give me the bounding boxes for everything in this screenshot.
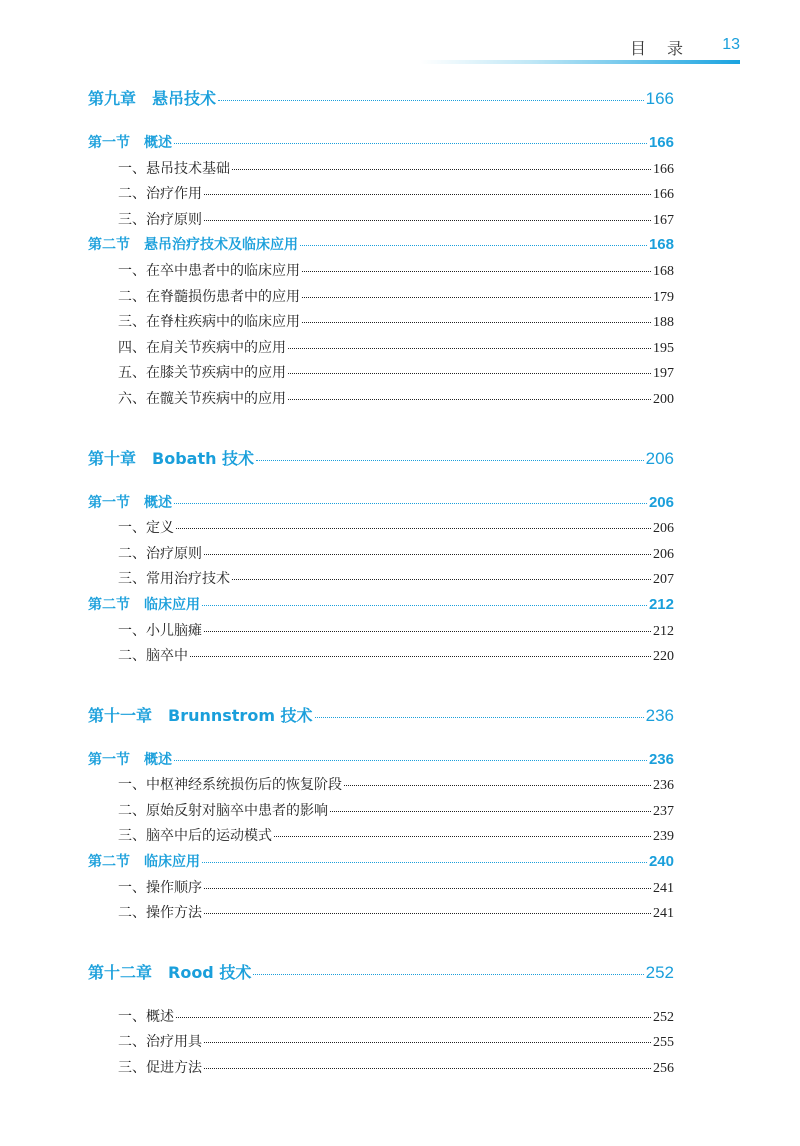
dot-leader — [202, 862, 647, 863]
toc-item[interactable] — [88, 800, 674, 826]
toc-chapter-page: 252 — [645, 962, 674, 982]
chapter-spacer — [88, 928, 674, 960]
toc-chapter-title: 第十二章 Rood 技术 — [88, 962, 252, 982]
page-header — [0, 36, 740, 58]
toc-item[interactable] — [88, 902, 674, 928]
dot-leader — [202, 605, 647, 606]
header-accent-bar — [420, 60, 740, 64]
dot-leader — [204, 554, 651, 555]
toc-item-title: 一、中枢神经系统损伤后的恢复阶段 — [118, 777, 342, 794]
toc-item-page: 197 — [653, 366, 674, 382]
toc-section[interactable] — [88, 132, 674, 158]
toc-item-title: 五、在膝关节疾病中的应用 — [118, 365, 286, 382]
toc-item[interactable] — [88, 337, 674, 363]
toc-section-page: 236 — [648, 750, 674, 768]
header-page-number: 13 — [722, 36, 740, 53]
chapter-gap — [88, 986, 674, 1006]
toc-item-title: 一、小儿脑瘫 — [118, 622, 202, 639]
toc-section-page: 240 — [648, 853, 674, 871]
toc-item-title: 二、原始反射对脑卒中患者的影响 — [118, 802, 328, 819]
toc-item-title: 六、在髋关节疾病中的应用 — [118, 390, 286, 407]
toc-item-page: 206 — [653, 546, 674, 562]
dot-leader — [204, 1042, 651, 1043]
dot-leader — [344, 785, 651, 786]
toc-section-title: 第一节 概述 — [88, 135, 172, 151]
toc-item-title: 一、概述 — [118, 1008, 174, 1025]
toc-item-title: 二、在脊髓损伤患者中的应用 — [118, 288, 300, 305]
toc-item[interactable] — [88, 311, 674, 337]
header-title — [630, 36, 684, 59]
dot-leader — [190, 656, 651, 657]
toc-chapter[interactable] — [88, 960, 674, 986]
chapter-spacer — [88, 671, 674, 703]
toc-chapter-title: 第十章 Bobath 技术 — [88, 448, 255, 468]
dot-leader — [232, 169, 651, 170]
toc-item[interactable] — [88, 286, 674, 312]
dot-leader — [288, 373, 651, 374]
dot-leader — [204, 220, 651, 221]
dot-leader — [302, 322, 651, 323]
toc-item-title: 四、在肩关节疾病中的应用 — [118, 339, 286, 356]
toc-item[interactable] — [88, 568, 674, 594]
dot-leader — [315, 717, 644, 718]
toc-item-page: 167 — [653, 212, 674, 228]
toc-item-title: 三、在脊柱疾病中的临床应用 — [118, 314, 300, 331]
toc-chapter-title: 第十一章 Brunnstrom 技术 — [88, 705, 313, 725]
toc-section[interactable] — [88, 594, 674, 620]
toc-item-page: 256 — [653, 1061, 674, 1077]
toc-item-page: 255 — [653, 1035, 674, 1051]
dot-leader — [204, 913, 651, 914]
toc-item-title: 三、促进方法 — [118, 1060, 202, 1077]
toc-chapter-page: 206 — [645, 448, 674, 468]
toc-chapter-page: 166 — [645, 89, 674, 108]
dot-leader — [174, 503, 647, 504]
toc-item[interactable] — [88, 620, 674, 646]
toc-item-page: 195 — [653, 340, 674, 356]
toc-section-page: 166 — [648, 134, 674, 151]
toc-item[interactable] — [88, 543, 674, 569]
header-title-char-2: 录 — [666, 39, 684, 58]
toc-item-page: 252 — [653, 1009, 674, 1025]
toc-item-title: 二、治疗作用 — [118, 186, 202, 203]
toc-item-page: 241 — [653, 906, 674, 922]
chapter-gap — [88, 112, 674, 132]
dot-leader — [218, 100, 644, 101]
dot-leader — [253, 974, 643, 975]
toc-item-page: 188 — [653, 315, 674, 331]
toc-item-title: 三、常用治疗技术 — [118, 571, 230, 588]
toc-item[interactable] — [88, 825, 674, 851]
dot-leader — [288, 348, 651, 349]
toc-section-title: 第二节 临床应用 — [88, 854, 200, 871]
toc-item-page: 206 — [653, 521, 674, 537]
toc-chapter[interactable] — [88, 86, 674, 112]
toc-item[interactable] — [88, 158, 674, 184]
toc-item[interactable] — [88, 645, 674, 671]
dot-leader — [174, 143, 647, 144]
toc-chapter[interactable] — [88, 703, 674, 729]
toc-section-page: 206 — [648, 493, 674, 511]
dot-leader — [288, 399, 651, 400]
dot-leader — [232, 579, 651, 580]
toc-item[interactable] — [88, 260, 674, 286]
chapter-gap — [88, 729, 674, 749]
toc-item-title: 一、悬吊技术基础 — [118, 160, 230, 177]
table-of-contents — [88, 86, 674, 1083]
toc-item-page: 237 — [653, 803, 674, 819]
toc-item[interactable] — [88, 774, 674, 800]
toc-section-page: 168 — [648, 236, 674, 254]
dot-leader — [204, 631, 651, 632]
toc-item-title: 二、治疗原则 — [118, 545, 202, 562]
header-title-char-1: 目 — [629, 39, 647, 58]
toc-item[interactable] — [88, 183, 674, 209]
dot-leader — [330, 811, 651, 812]
toc-item[interactable] — [88, 1057, 674, 1083]
toc-section[interactable] — [88, 749, 674, 775]
toc-item-page: 168 — [653, 263, 674, 279]
toc-item[interactable] — [88, 517, 674, 543]
toc-item-title: 一、在卒中患者中的临床应用 — [118, 262, 300, 279]
toc-item-page: 236 — [653, 778, 674, 794]
chapter-spacer — [88, 414, 674, 446]
toc-section[interactable] — [88, 492, 674, 518]
dot-leader — [204, 1068, 651, 1069]
toc-item-title: 二、脑卒中 — [118, 648, 188, 665]
toc-item-title: 三、治疗原则 — [118, 211, 202, 228]
toc-item-page: 207 — [653, 572, 674, 588]
toc-item-title: 一、定义 — [118, 520, 174, 537]
dot-leader — [256, 460, 644, 461]
toc-chapter-title: 第九章 悬吊技术 — [88, 89, 217, 108]
toc-item-title: 二、操作方法 — [118, 905, 202, 922]
chapter-gap — [88, 472, 674, 492]
toc-item[interactable] — [88, 362, 674, 388]
toc-item-title: 二、治疗用具 — [118, 1034, 202, 1051]
dot-leader — [176, 528, 651, 529]
toc-chapter-page: 236 — [645, 705, 674, 725]
toc-item[interactable] — [88, 877, 674, 903]
toc-section-title: 第二节 悬吊治疗技术及临床应用 — [88, 237, 298, 254]
toc-item-page: 212 — [653, 623, 674, 639]
toc-chapter[interactable] — [88, 446, 674, 472]
toc-section[interactable] — [88, 234, 674, 260]
toc-item-page: 239 — [653, 829, 674, 845]
dot-leader — [302, 297, 651, 298]
toc-item[interactable] — [88, 388, 674, 414]
toc-item-page: 166 — [653, 161, 674, 177]
dot-leader — [174, 760, 647, 761]
dot-leader — [302, 271, 651, 272]
toc-item-page: 200 — [653, 391, 674, 407]
toc-item-title: 一、操作顺序 — [118, 879, 202, 896]
toc-item[interactable] — [88, 1006, 674, 1032]
dot-leader — [300, 245, 647, 246]
toc-section[interactable] — [88, 851, 674, 877]
dot-leader — [204, 194, 651, 195]
toc-item-page: 220 — [653, 649, 674, 665]
toc-item-page: 179 — [653, 289, 674, 305]
toc-section-page: 212 — [648, 595, 674, 613]
dot-leader — [176, 1017, 651, 1018]
toc-section-title: 第一节 概述 — [88, 494, 172, 511]
dot-leader — [274, 836, 651, 837]
toc-item-title: 三、脑卒中后的运动模式 — [118, 828, 272, 845]
toc-item-page: 241 — [653, 880, 674, 896]
toc-item-page: 166 — [653, 187, 674, 203]
toc-item[interactable] — [88, 1031, 674, 1057]
toc-section-title: 第二节 临床应用 — [88, 596, 200, 613]
dot-leader — [204, 888, 651, 889]
toc-section-title: 第一节 概述 — [88, 751, 172, 768]
toc-item[interactable] — [88, 209, 674, 235]
